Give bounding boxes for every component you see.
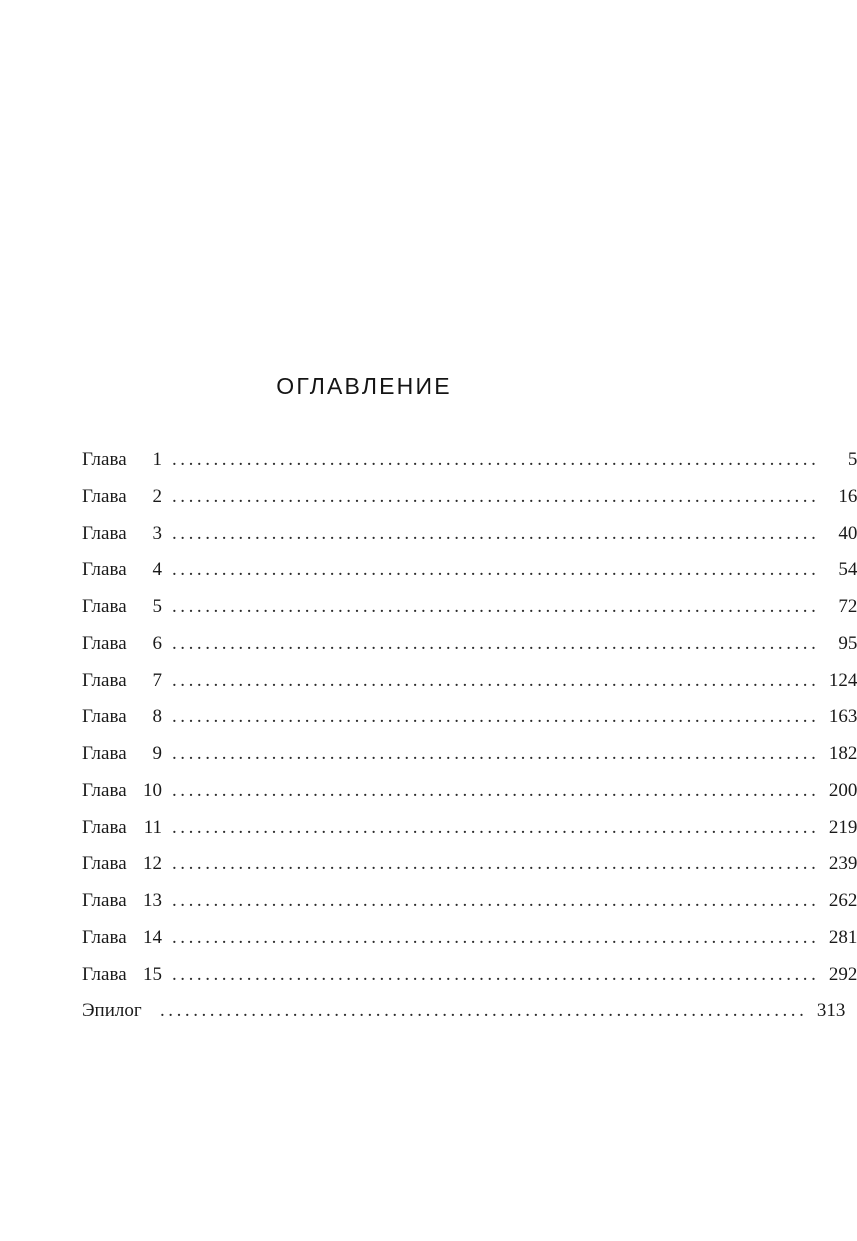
page-number: 219 [828,816,857,838]
toc-list [82,442,857,1030]
chapter-label [82,516,164,553]
page-number: 262 [828,890,857,911]
page-number: 281 [828,926,857,948]
page-number: 72 [838,596,857,617]
chapter-label [82,810,164,847]
toc-entry-chapter-11[interactable] [82,810,857,847]
chapter-word: Глава [82,559,127,581]
chapter-label [82,773,164,810]
chapter-label [82,883,164,920]
chapter-label [82,736,164,773]
toc-entry-chapter-5[interactable] [82,589,857,626]
chapter-label [82,846,164,883]
toc-title: ОГЛАВЛЕНИЕ [276,373,452,399]
chapter-word: Глава [82,890,127,911]
page-number: 163 [828,706,857,728]
leader-dots: .............................................................................. [160,1000,808,1022]
chapter-label [82,479,164,516]
toc-entry-chapter-3[interactable] [82,516,857,553]
chapter-number: 5 [152,596,162,617]
toc-entry-chapter-15[interactable] [82,957,857,994]
chapter-number: 14 [143,926,162,948]
chapter-number: 7 [152,669,162,691]
toc-entry-chapter-4[interactable] [82,552,857,589]
chapter-number: 15 [143,963,162,985]
chapter-label [82,626,164,663]
leader-dots: .............................................................................. [172,963,820,985]
toc-entry-epilog[interactable] [82,993,846,1030]
chapter-word: Глава [82,706,127,728]
chapter-word: Глава [82,632,127,654]
chapter-label [82,920,164,957]
toc-entry-chapter-6[interactable] [82,626,857,663]
chapter-word: Глава [82,963,127,985]
chapter-number: 13 [143,890,162,911]
chapter-label [82,663,164,700]
chapter-word: Глава [82,522,127,544]
toc-entry-chapter-14[interactable] [82,920,857,957]
page-number: 124 [828,669,857,691]
leader-dots: .............................................................................. [172,743,820,764]
page-number: 239 [828,853,857,875]
chapter-word: Глава [82,743,127,764]
chapter-label [82,589,164,626]
chapter-word: Глава [82,485,127,507]
chapter-word: Глава [82,449,127,470]
leader-dots: .............................................................................. [172,853,820,875]
chapter-label [82,699,164,736]
toc-entry-chapter-2[interactable] [82,479,857,516]
page-number: 54 [838,559,857,581]
toc-entry-chapter-1[interactable] [82,442,857,479]
leader-dots: .............................................................................. [172,816,820,838]
page-number: 182 [828,743,857,764]
chapter-number: 1 [152,449,162,470]
toc-entry-chapter-13[interactable] [82,883,857,920]
chapter-number: 2 [152,485,162,507]
epilog-label: Эпилог [82,1000,142,1022]
toc-entry-chapter-7[interactable] [82,663,857,700]
chapter-word: Глава [82,926,127,948]
leader-dots: .............................................................................. [172,632,820,654]
page-number: 95 [838,632,857,654]
chapter-number: 8 [152,706,162,728]
toc-entry-chapter-12[interactable] [82,846,857,883]
chapter-number: 11 [143,816,162,838]
chapter-number: 12 [143,853,162,875]
toc-entry-chapter-10[interactable] [82,773,857,810]
leader-dots: .............................................................................. [172,596,820,617]
chapter-word: Глава [82,596,127,617]
page-number: 292 [828,963,857,985]
chapter-word: Глава [82,816,127,838]
page-number: 16 [838,485,857,507]
leader-dots: .............................................................................. [172,669,820,691]
chapter-number: 6 [152,632,162,654]
page-number: 313 [816,1000,846,1022]
leader-dots: .............................................................................. [172,706,820,728]
leader-dots: .............................................................................. [172,926,820,948]
toc-entry-chapter-8[interactable] [82,699,857,736]
leader-dots: .............................................................................. [172,890,820,911]
chapter-word: Глава [82,669,127,691]
page-number: 40 [838,522,857,544]
toc-entry-chapter-9[interactable] [82,736,857,773]
leader-dots: .............................................................................. [172,522,820,544]
leader-dots: .............................................................................. [172,449,820,470]
chapter-number: 10 [143,779,162,801]
chapter-label [82,957,164,994]
leader-dots: .............................................................................. [172,485,820,507]
chapter-label [82,552,164,589]
leader-dots: .............................................................................. [172,559,820,581]
chapter-number: 9 [152,743,162,764]
chapter-label [82,442,164,479]
chapter-word: Глава [82,853,127,875]
chapter-number: 3 [152,522,162,544]
page-number: 200 [828,779,857,801]
chapter-number: 4 [152,559,162,581]
page-number: 5 [847,449,857,470]
leader-dots: .............................................................................. [172,779,820,801]
chapter-word: Глава [82,779,127,801]
